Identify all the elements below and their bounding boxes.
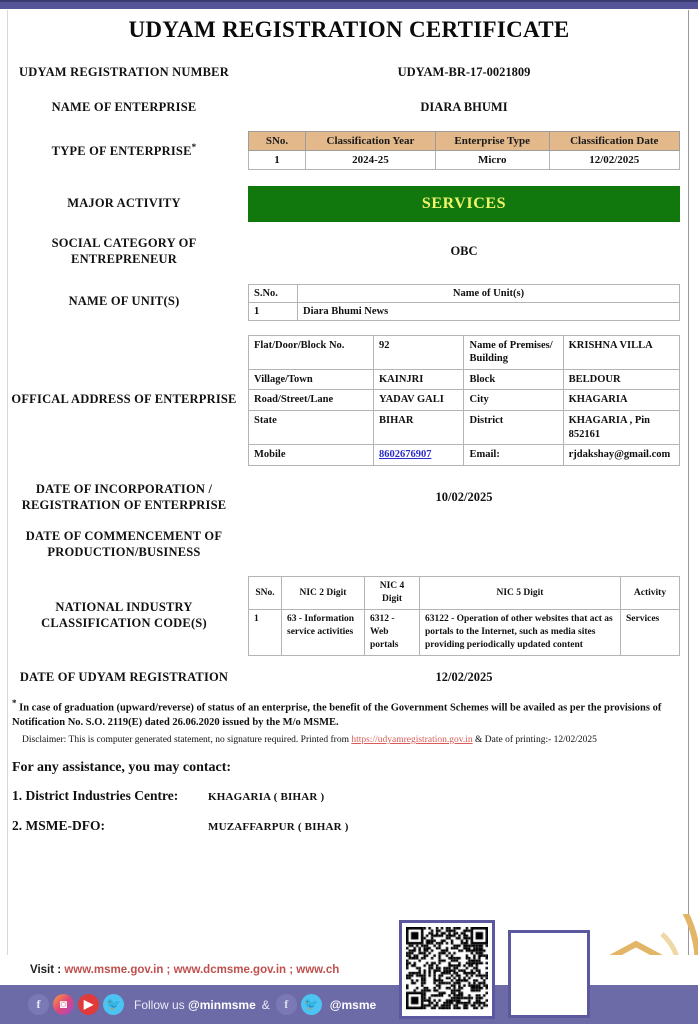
disclaimer-suffix: & Date of printing:- 12/02/2025 — [472, 735, 597, 746]
th-classification-date: Classification Date — [549, 132, 680, 151]
th-nic-activity: Activity — [621, 577, 680, 610]
td-nic-4digit: 6312 - Web portals — [365, 610, 420, 655]
follow-label: Follow us — [134, 997, 189, 1012]
label-name-of-units: NAME OF UNIT(S) — [68, 294, 180, 309]
table-header-row — [249, 132, 680, 151]
table-row — [249, 445, 680, 466]
social-icon-group-secondary — [276, 994, 322, 1015]
td-block-value: BELDOUR — [563, 369, 679, 390]
label-social-category-line1: SOCIAL CATEGORY OF — [51, 236, 197, 251]
table-row — [249, 302, 680, 320]
graduation-footnote — [0, 697, 698, 730]
label-social-category-line2: ENTREPRENEUR — [71, 251, 177, 266]
table-row — [249, 411, 680, 445]
value-date-udyam-registration: 12/02/2025 — [435, 669, 493, 684]
contact-place-dfo: MUZAFFARPUR ( BIHAR ) — [208, 821, 349, 834]
table-header-row — [249, 284, 680, 302]
disclaimer-text — [0, 730, 698, 746]
th-nic-sno: SNo. — [249, 577, 282, 610]
td-nic-sno: 1 — [249, 610, 282, 655]
row-date-commencement — [0, 529, 698, 560]
td-unit-sno: 1 — [249, 302, 298, 320]
ampersand-text: & — [261, 997, 270, 1012]
value-enterprise-name: DIARA BHUMI — [420, 99, 508, 114]
td-road-label: Road/Street/Lane — [249, 390, 374, 411]
td-premises-value: KRISHNA VILLA — [563, 335, 679, 369]
row-enterprise-type — [0, 131, 698, 170]
contact-label-dic: 1. District Industries Centre: — [12, 788, 179, 804]
table-row — [249, 390, 680, 411]
visit-urls — [0, 964, 339, 976]
td-nic-2digit: 63 - Information service activities — [282, 610, 365, 655]
td-city-label: City — [464, 390, 563, 411]
facebook-icon[interactable]: f — [28, 994, 49, 1015]
td-nic-activity: Services — [621, 610, 680, 655]
td-email-value: rjdakshay@gmail.com — [563, 445, 679, 466]
units-table — [248, 284, 680, 321]
social-icon-group-primary — [0, 994, 124, 1015]
handle-msme: @msme — [329, 997, 377, 1012]
row-date-incorporation — [0, 482, 698, 513]
label-official-address: OFFICAL ADDRESS OF ENTERPRISE — [11, 392, 237, 407]
label-date-commencement-line1: DATE OF COMMENCEMENT OF — [25, 529, 223, 544]
contact-row-dfo — [0, 818, 698, 834]
major-activity-banner-wrap — [248, 186, 698, 222]
row-major-activity — [0, 186, 698, 222]
twitter-icon[interactable]: 🐦 — [301, 994, 322, 1015]
nic-table-wrap — [248, 576, 698, 655]
label-enterprise-type-asterisk: * — [191, 141, 197, 152]
label-enterprise-name: NAME OF ENTERPRISE — [51, 99, 197, 114]
disclaimer-prefix: Disclaimer: This is computer generated statement, no signature required. Printed from — [22, 735, 352, 746]
table-row — [249, 335, 680, 369]
label-date-udyam-registration: DATE OF UDYAM REGISTRATION — [19, 669, 229, 684]
td-mobile-value-cell — [373, 445, 464, 466]
th-nic-2digit: NIC 2 Digit — [282, 577, 365, 610]
label-social-category — [0, 236, 248, 267]
label-enterprise-type-text: TYPE OF ENTERPRISE — [51, 144, 192, 159]
th-classification-sno: SNo. — [249, 132, 306, 151]
mobile-number-link[interactable]: 8602676907 — [378, 449, 432, 461]
td-city-value: KHAGARIA — [563, 390, 679, 411]
label-nic-codes-line1: NATIONAL INDUSTRY — [55, 600, 193, 615]
td-district-value: KHAGARIA , Pin 852161 — [563, 411, 679, 445]
row-registration-number — [0, 65, 698, 81]
table-row — [249, 369, 680, 390]
td-classification-enterprise-type: Micro — [435, 151, 549, 170]
certificate-content — [0, 7, 698, 834]
label-date-commencement-line2: PRODUCTION/BUSINESS — [47, 544, 201, 559]
row-official-address — [0, 335, 698, 466]
value-registration-number: UDYAM-BR-17-0021809 — [397, 65, 531, 80]
td-email-label: Email: — [464, 445, 563, 466]
footnote-line1: In case of graduation (upward/reverse) of status of an enterprise, the benefit of the Government Schemes will be availed as per the provisions of — [19, 702, 662, 714]
nic-table — [248, 576, 680, 655]
th-nic-5digit: NIC 5 Digit — [420, 577, 621, 610]
visit-label: Visit : — [30, 964, 65, 976]
td-classification-date: 12/02/2025 — [549, 151, 680, 170]
contact-row-dic — [0, 788, 698, 804]
td-village-value: KAINJRI — [373, 369, 464, 390]
table-row — [249, 610, 680, 655]
units-table-wrap — [248, 284, 698, 321]
assistance-title: For any assistance, you may contact: — [12, 760, 232, 776]
address-table — [248, 335, 680, 466]
label-major-activity: MAJOR ACTIVITY — [67, 196, 181, 211]
label-date-commencement — [0, 529, 248, 560]
td-premises-label: Name of Premises/ Building — [464, 335, 563, 369]
youtube-icon[interactable]: ▶ — [78, 994, 99, 1015]
td-road-value: YADAV GALI — [373, 390, 464, 411]
social-footer-bar — [0, 985, 698, 1024]
td-district-label: District — [464, 411, 563, 445]
classification-table — [248, 131, 680, 170]
th-unit-sno: S.No. — [249, 284, 298, 302]
label-nic-codes-line2: CLASSIFICATION CODE(S) — [41, 616, 207, 631]
td-nic-5digit: 63122 - Operation of other websites that act as portals to the Internet, such as media sites providing periodically updated content — [420, 610, 621, 655]
row-date-udyam-registration — [0, 670, 698, 686]
row-enterprise-name — [0, 100, 698, 116]
td-mobile-label: Mobile — [249, 445, 374, 466]
value-date-incorporation: 10/02/2025 — [435, 490, 493, 505]
td-block-label: Block — [464, 369, 563, 390]
th-classification-year: Classification Year — [306, 132, 436, 151]
classification-table-wrap — [248, 131, 698, 170]
td-flat-value: 92 — [373, 335, 464, 369]
label-date-incorporation-line1: DATE OF INCORPORATION / — [35, 481, 213, 496]
label-date-incorporation-line2: REGISTRATION OF ENTERPRISE — [21, 497, 227, 512]
value-social-category: OBC — [450, 244, 478, 259]
label-enterprise-type — [0, 142, 248, 160]
qr-code-canvas — [406, 927, 488, 1012]
row-social-category — [0, 236, 698, 267]
td-unit-name: Diara Bhumi News — [298, 302, 680, 320]
signature-box — [508, 930, 590, 1018]
label-nic-codes — [0, 600, 248, 631]
label-date-incorporation — [0, 482, 248, 513]
td-state-label: State — [249, 411, 374, 445]
visit-line — [0, 955, 698, 985]
qr-code[interactable] — [399, 920, 495, 1019]
td-flat-label: Flat/Door/Block No. — [249, 335, 374, 369]
address-table-wrap — [248, 335, 698, 466]
row-nic-codes — [0, 576, 698, 655]
td-village-label: Village/Town — [249, 369, 374, 390]
td-classification-sno: 1 — [249, 151, 306, 170]
label-registration-number: UDYAM REGISTRATION NUMBER — [19, 65, 229, 79]
row-name-of-units — [0, 284, 698, 321]
table-header-row — [249, 577, 680, 610]
handle-minmsme: @minmsme — [188, 997, 256, 1012]
contact-place-dic: KHAGARIA ( BIHAR ) — [208, 791, 325, 804]
footnote-line2: Notification No. S.O. 2119(E) dated 26.06.2020 issued by the M/o MSME. — [12, 716, 339, 728]
major-activity-banner: SERVICES — [248, 186, 680, 222]
footnote-asterisk: * — [12, 698, 17, 709]
page-title: UDYAM REGISTRATION CERTIFICATE — [128, 17, 570, 42]
th-classification-enterprise-type: Enterprise Type — [435, 132, 549, 151]
follow-us-text — [124, 998, 276, 1012]
visit-url-list: www.msme.gov.in ; www.dcmsme.gov.in ; www.ch — [64, 964, 340, 976]
td-state-value: BIHAR — [373, 411, 464, 445]
table-row — [249, 151, 680, 170]
th-nic-4digit: NIC 4 Digit — [365, 577, 420, 610]
th-unit-name: Name of Unit(s) — [298, 284, 680, 302]
td-classification-year: 2024-25 — [306, 151, 436, 170]
instagram-icon[interactable]: ◙ — [53, 994, 74, 1015]
facebook-icon[interactable]: f — [276, 994, 297, 1015]
twitter-icon[interactable]: 🐦 — [103, 994, 124, 1015]
contact-label-dfo: 2. MSME-DFO: — [12, 818, 105, 834]
udyam-portal-link[interactable]: https://udyamregistration.gov.in — [351, 735, 473, 746]
